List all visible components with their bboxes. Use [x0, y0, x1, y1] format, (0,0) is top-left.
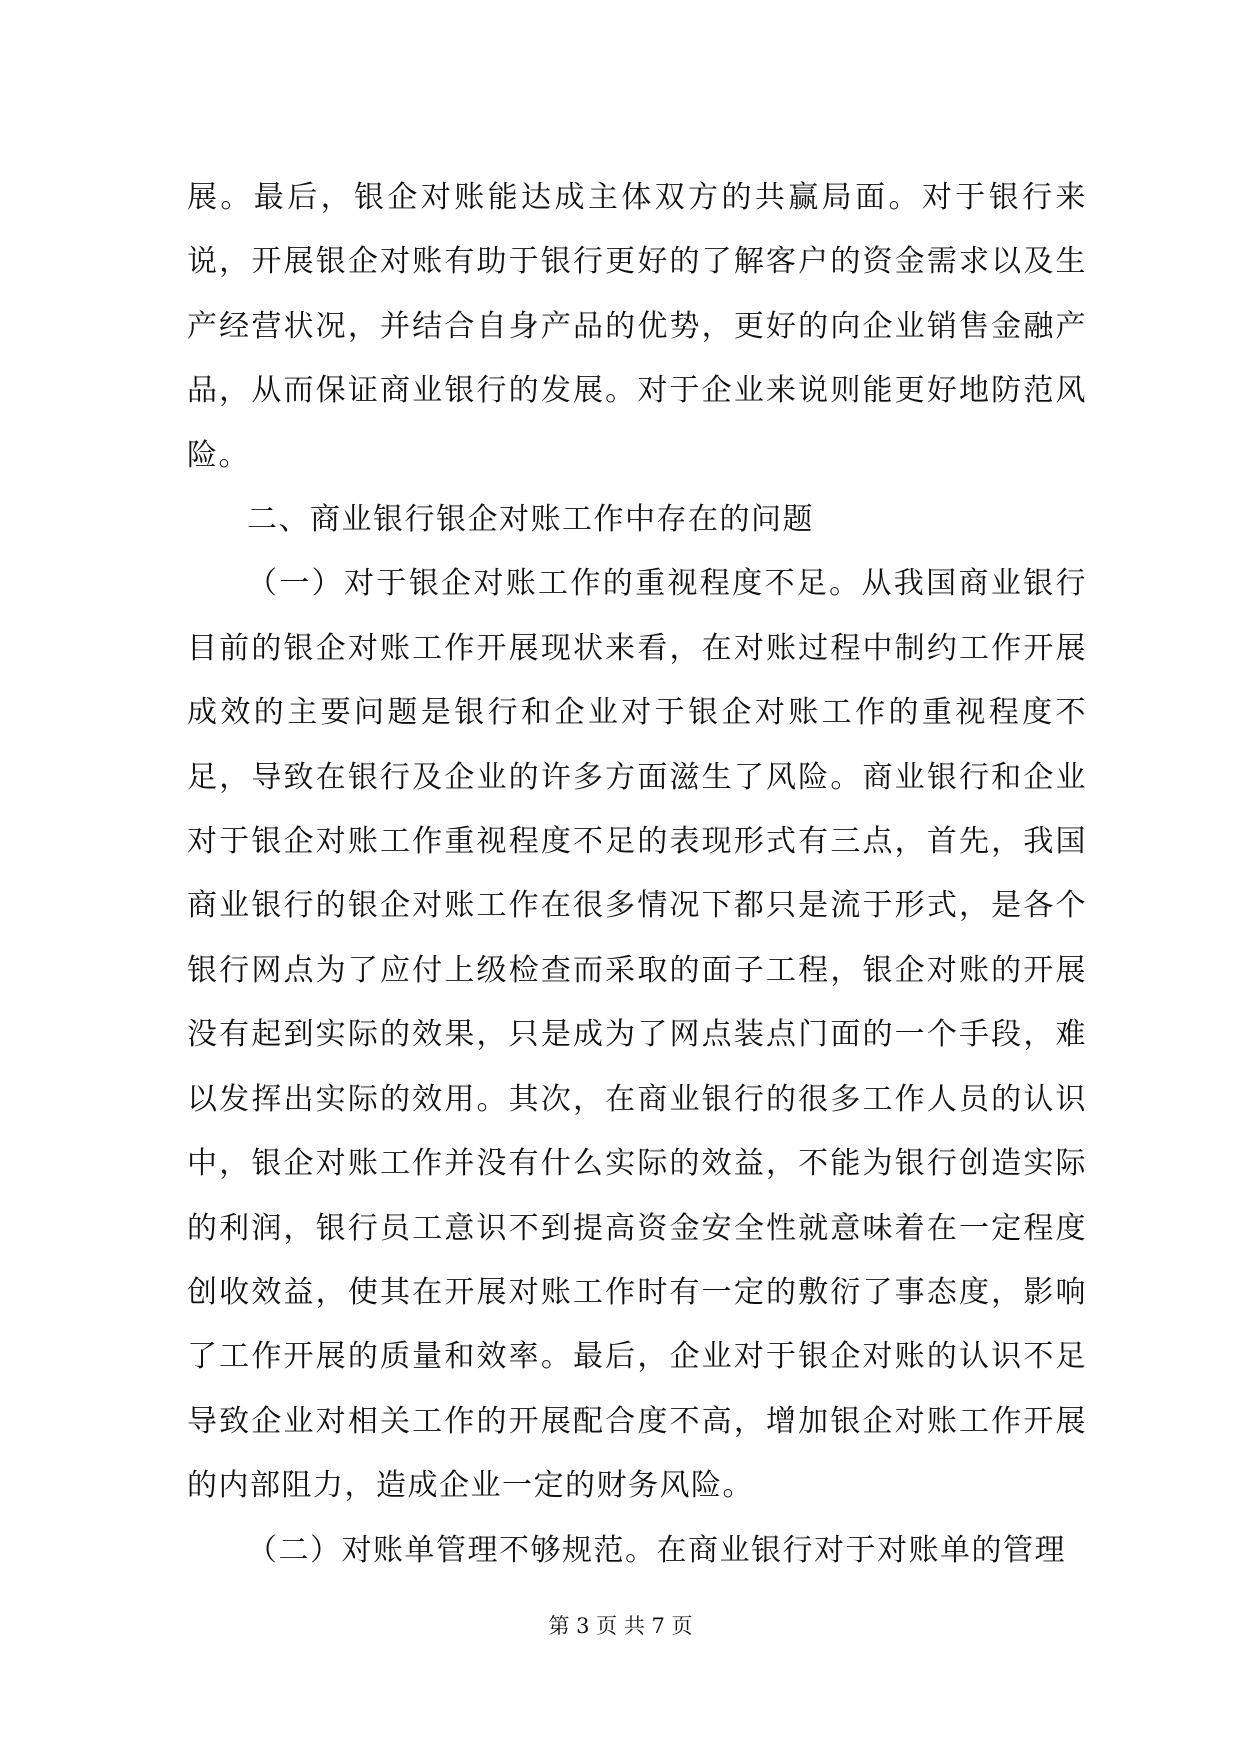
paragraph-subsection-2: （二）对账单管理不够规范。在商业银行对于对账单的管理: [247, 1532, 1066, 1568]
body-text: [187, 166, 1087, 1583]
page-footer: 第 3 页 共 7 页: [548, 1614, 693, 1638]
paragraph-continuation: 展。最后，银企对账能达成主体双方的共赢局面。对于银行来说，开展银企对账有助于银行更好的了解客户的资金需求以及生产经营状况，并结合自身产品的优势，更好的向企业销售金融产品，从而保证商业银行的发展。对于企业来说则能更好地防范风险。: [187, 180, 1087, 473]
section-heading: 二、商业银行银企对账工作中存在的问题: [247, 502, 814, 538]
paragraph-subsection-1: （一）对于银企对账工作的重视程度不足。从我国商业银行目前的银企对账工作开展现状来看，在对账过程中制约工作开展成效的主要问题是银行和企业对于银企对账工作的重视程度不足，导致在银行及企业的许多方面滋生了风险。商业银行和企业对于银企对账工作重视程度不足的表现形式有三点，首先，我国商业银行的银企对账工作在很多情况下都只是流于形式，是各个银行网点为了应付上级检查而采取的面子工程，银企对账的开展没有起到实际的效果，只是成为了网点装点门面的一个手段，难以发挥出实际的效用。其次，在商业银行的很多工作人员的认识中，银企对账工作并没有什么实际的效益，不能为银行创造实际的利润，银行员工意识不到提高资金安全性就意味着在一定程度创收效益，使其在开展对账工作时有一定的敷衍了事态度，影响了工作开展的质量和效率。最后，企业对于银企对账的认识不足导致企业对相关工作的开展配合度不高，增加银企对账工作开展的内部阻力，造成企业一定的财务风险。: [187, 566, 1087, 1504]
